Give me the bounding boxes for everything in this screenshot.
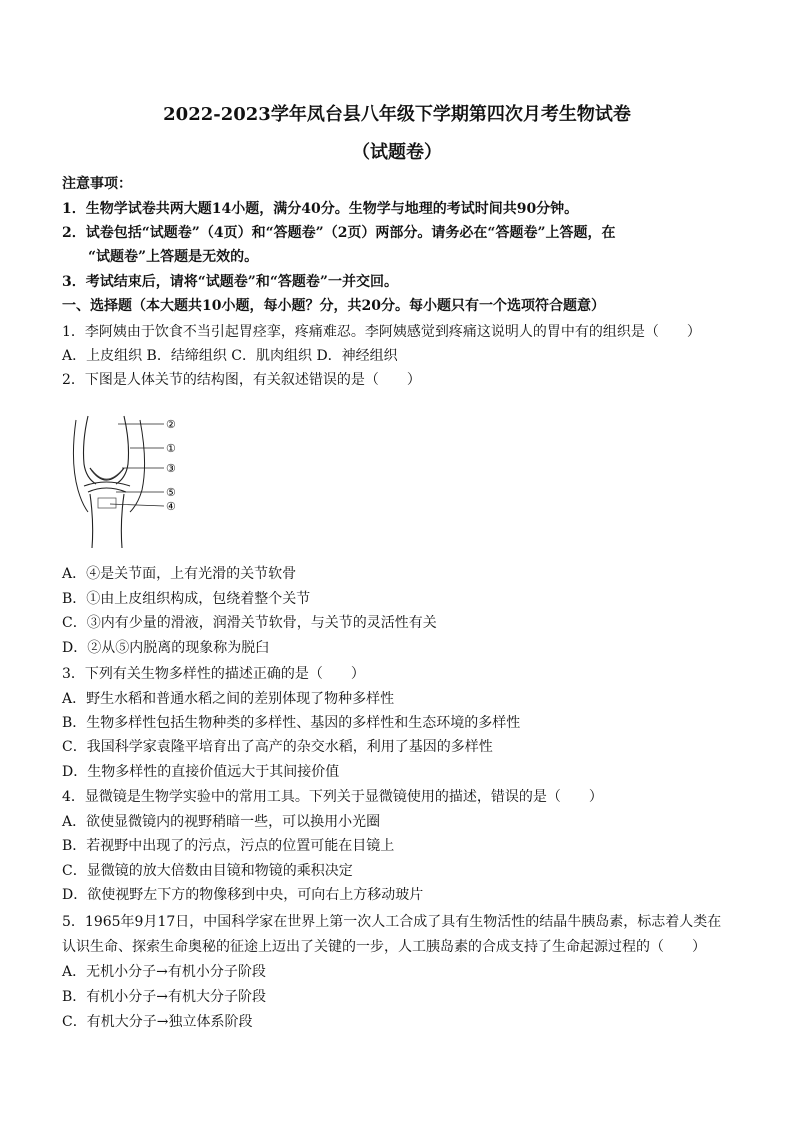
figure-label: ① [166,442,176,455]
question-option: B．①由上皮组织构成，包绕着整个关节 [62,591,311,607]
question-stem: 3．下列有关生物多样性的描述正确的是（ ） [62,666,365,682]
question-stem: 2．下图是人体关节的结构图，有关叙述错误的是（ ） [62,372,421,388]
question-option: B．有机小分子→有机大分子阶段 [62,989,267,1005]
question-option: D．生物多样性的直接价值远大于其间接价值 [62,764,340,780]
question-option: A．④是关节面，上有光滑的关节软骨 [62,566,297,582]
figure-label: ④ [166,500,176,513]
notice-item: 3．考试结束后，请将“试题卷”和“答题卷”一并交回。 [62,274,398,290]
question-option: B．若视野中出现了的污点，污点的位置可能在目镜上 [62,838,395,854]
page-title: 2022-2023学年凤台县八年级下学期第四次月考生物试卷 [163,104,631,125]
question-options: A．上皮组织 B．结缔组织 C．肌肉组织 D．神经组织 [62,348,398,364]
question-option: C．我国科学家袁隆平培育出了高产的杂交水稻，利用了基因的多样性 [62,739,493,755]
question-option: B．生物多样性包括生物种类的多样性、基因的多样性和生态环境的多样性 [62,715,521,731]
question-option: A．野生水稻和普通水稻之间的差别体现了物种多样性 [62,691,395,707]
joint-structure-diagram [68,412,188,552]
question-option: A．无机小分子→有机小分子阶段 [62,964,266,980]
notice-heading: 注意事项： [62,176,132,192]
notice-item: “试题卷”上答题是无效的。 [88,249,259,265]
question-option: A．欲使显微镜内的视野稍暗一些，可以换用小光圈 [62,814,381,830]
question-stem: 4．显微镜是生物学实验中的常用工具。下列关于显微镜使用的描述，错误的是（ ） [62,789,603,805]
question-stem: 5．1965年9月17日，中国科学家在世界上第一次人工合成了具有生物活性的结晶牛胰岛素，标志着人类在 [62,914,722,930]
question-option: C．③内有少量的滑液，润滑关节软骨，与关节的灵活性有关 [62,615,437,631]
figure-label: ⑤ [166,486,176,499]
question-option: C．有机大分子→独立体系阶段 [62,1014,253,1030]
figure-label: ② [166,418,176,431]
figure-label: ③ [166,462,176,475]
question-option: D．②从⑤内脱离的现象称为脱臼 [62,640,270,656]
question-option: D．欲使视野左下方的物像移到中央，可向右上方移动玻片 [62,887,424,903]
question-stem: 认识生命、探索生命奥秘的征途上迈出了关键的一步，人工胰岛素的合成支持了生命起源过程的（ ） [62,939,706,955]
question-option: C．显微镜的放大倍数由目镜和物镜的乘积决定 [62,863,353,879]
notice-item: 1．生物学试卷共两大题14小题，满分40分。生物学与地理的考试时间共90分钟。 [62,201,579,217]
question-stem: 1．李阿姨由于饮食不当引起胃痉挛，疼痛难忍。李阿姨感觉到疼痛这说明人的胃中有的组织是（ ） [62,324,701,340]
notice-item: 2．试卷包括“试题卷”（4页）和“答题卷”（2页）两部分。请务必在“答题卷”上答题，在 [62,225,616,241]
section-heading: 一、选择题（本大题共10小题，每小题？分，共20分。每小题只有一个选项符合题意） [62,298,605,314]
page-subtitle: （试题卷） [352,142,442,163]
